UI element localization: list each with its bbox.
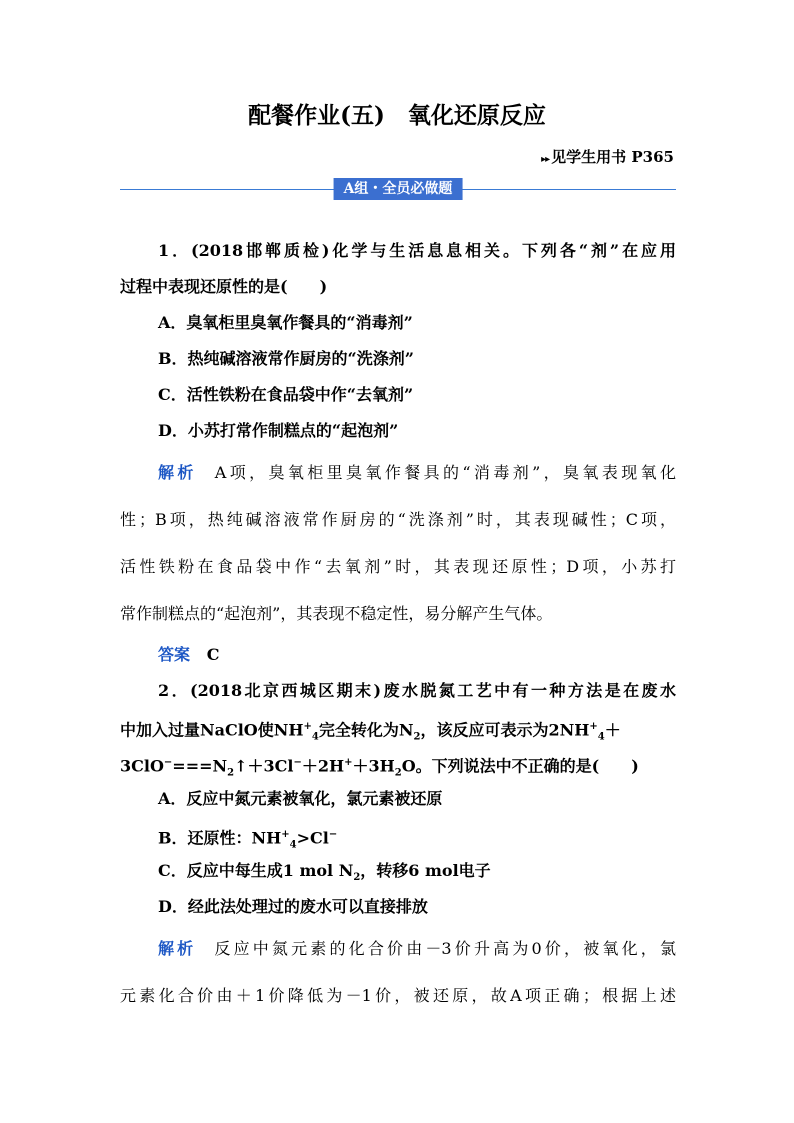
question-1-analysis-line-3: 活性铁粉在食品袋中作“去氧剂”时，其表现还原性；D项，小苏打 xyxy=(120,557,676,576)
subscript: 4 xyxy=(311,731,319,743)
stem-text: ===N xyxy=(172,756,228,776)
subscript: 4 xyxy=(597,731,605,743)
superscript: − xyxy=(163,757,173,768)
question-2-stem-line-1: 2．(2018北京西城区期末)废水脱氮工艺中有一种方法是在废水 xyxy=(158,681,676,700)
stem-text: O。下列说法中不正确的是( ) xyxy=(401,756,639,776)
superscript: + xyxy=(589,721,598,732)
question-2-analysis-line-2: 元素化合价由＋1价降低为－1价，被还原，故A项正确；根据上述 xyxy=(120,986,676,1005)
superscript: + xyxy=(281,829,290,840)
group-banner xyxy=(120,178,676,202)
subscript: 2 xyxy=(394,767,402,779)
option-text: B．还原性：NH xyxy=(158,828,282,848)
question-1-analysis-line-1 xyxy=(158,462,676,484)
subscript: 2 xyxy=(227,767,235,779)
option-text: ，转移6 mol电子 xyxy=(360,861,491,880)
stem-text: ＋ xyxy=(604,720,621,740)
question-1-answer xyxy=(158,644,676,666)
question-1-analysis-line-2: 性；B项，热纯碱溶液常作厨房的“洗涤剂”时，其表现碱性；C项， xyxy=(120,510,676,529)
question-2-option-d: D．经此法处理过的废水可以直接排放 xyxy=(158,897,428,916)
superscript: + xyxy=(344,757,353,768)
question-1-option-c: C．活性铁粉在食品袋中作“去氧剂” xyxy=(158,385,414,404)
question-1-option-a: A．臭氧柜里臭氧作餐具的“消毒剂” xyxy=(158,313,413,332)
question-2-option-b xyxy=(158,824,676,857)
analysis-label: 解析 xyxy=(158,939,197,958)
page-reference xyxy=(541,146,674,167)
subscript: 2 xyxy=(353,872,361,884)
question-2-stem-line-2 xyxy=(120,716,676,749)
subscript: 4 xyxy=(289,839,297,851)
analysis-text: A项，臭氧柜里臭氧作餐具的“消毒剂”，臭氧表现氧化 xyxy=(214,463,676,482)
page-title: 配餐作业(五) 氧化还原反应 xyxy=(248,102,546,129)
stem-text: ，该反应可表示为2NH xyxy=(420,720,590,740)
superscript: − xyxy=(328,829,338,840)
stem-text: ＋3H xyxy=(352,756,395,776)
stem-text: ↑＋3Cl xyxy=(234,756,294,776)
subscript: 2 xyxy=(413,731,421,743)
double-arrow-icon: ▸▸ xyxy=(541,154,550,165)
superscript: − xyxy=(293,757,302,768)
group-label: A组・全员必做题 xyxy=(334,178,463,200)
question-2-option-c xyxy=(158,860,676,889)
analysis-text: 反应中氮元素的化合价由－3价升高为0价，被氧化，氯 xyxy=(214,939,676,958)
question-2-analysis-line-1 xyxy=(158,938,676,960)
stem-text: 中加入过量NaClO使NH xyxy=(120,720,304,740)
reference-text: 见学生用书 P365 xyxy=(551,148,674,166)
question-1-stem-line-2: 过程中表现还原性的是( ) xyxy=(120,277,328,296)
question-1-stem-line-1: 1．(2018邯郸质检)化学与生活息息相关。下列各“剂”在应用 xyxy=(158,241,676,260)
answer-value: C xyxy=(206,645,220,664)
stem-text: ＋2H xyxy=(301,756,345,776)
option-text: >Cl xyxy=(296,828,329,848)
question-1-option-d: D．小苏打常作制糕点的“起泡剂” xyxy=(158,421,399,440)
option-text: C．反应中每生成1 mol N xyxy=(158,861,354,880)
answer-label: 答案 xyxy=(158,645,191,664)
analysis-label: 解析 xyxy=(158,463,197,482)
question-2-option-a: A．反应中氮元素被氧化，氯元素被还原 xyxy=(158,789,443,808)
question-1-option-b: B．热纯碱溶液常作厨房的“洗涤剂” xyxy=(158,349,414,368)
superscript: + xyxy=(303,721,312,732)
question-2-stem-line-3 xyxy=(120,752,676,785)
stem-text: 完全转化为N xyxy=(318,720,414,740)
question-1-analysis-line-4: 常作制糕点的“起泡剂”，其表现不稳定性，易分解产生气体。 xyxy=(120,604,553,623)
stem-text: 3ClO xyxy=(120,756,164,776)
